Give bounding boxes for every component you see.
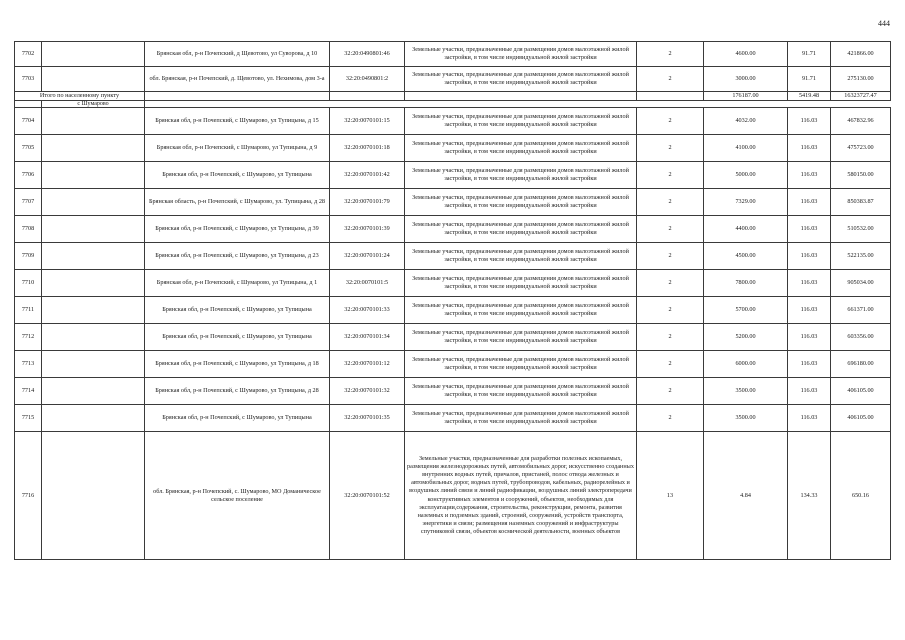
- area-cell: 3500.00: [704, 378, 788, 405]
- land-use-cell: Земельные участки, предназначенные для размещения домов малоэтажной жилой застройки, в том числе индивидуальной жилой застройки: [405, 351, 637, 378]
- blank-cell: [42, 270, 145, 297]
- specific-value-cell: 116.03: [788, 297, 831, 324]
- row-number: 7709: [15, 243, 42, 270]
- address-cell: Брянская обл, р-н Почепский, с Шумарово, ул Тупицына, д 9: [145, 135, 330, 162]
- specific-value-cell: 91.71: [788, 67, 831, 92]
- table-row: [15, 67, 891, 92]
- cadastral-number-cell: 32:20:0070101:18: [330, 135, 405, 162]
- area-cell: 5700.00: [704, 297, 788, 324]
- area-cell: 4600.00: [704, 42, 788, 67]
- blank-cell: [42, 189, 145, 216]
- cadastral-number-cell: 32:20:0490801:2: [330, 67, 405, 92]
- row-number: 7714: [15, 378, 42, 405]
- group-cell: 13: [637, 432, 704, 560]
- group-cell: 2: [637, 42, 704, 67]
- specific-value-cell: 116.03: [788, 405, 831, 432]
- cadastral-value-cell: 475723.00: [831, 135, 891, 162]
- blank-cell: [42, 135, 145, 162]
- land-use-cell: Земельные участки, предназначенные для размещения домов малоэтажной жилой застройки, в том числе индивидуальной жилой застройки: [405, 135, 637, 162]
- blank-cell: [42, 162, 145, 189]
- land-use-cell: Земельные участки, предназначенные для разработки полезных ископаемых, размещения железнодорожных путей, автомобильных дорог, искусственно созданных внутренних водных путей, причалов, пристаней, полос отвода железных и автомобильных дорог, водных путей, трубопроводов, кабельных, радиорелейных и воздушных линий связи и линий радиофикации, воздушных линий электропередачи конструктивных элементов и сооружений, объектов, необходимых для эксплуатации,содержания, строительства, реконструкции, ремонта, развития наземных и подземных зданий, строений, сооружений, устройств транспорта, энергетики и связи; размещения наземных сооружений и инфраструктуры спутниковой связи, объектов космической деятельности, военных объектов: [405, 432, 637, 560]
- table-row: [15, 243, 891, 270]
- cadastral-value-cell: 275130.00: [831, 67, 891, 92]
- address-cell: Брянская обл, р-н Почепский, с Шумарово, ул Тупицына, д 39: [145, 216, 330, 243]
- specific-value-cell: 116.03: [788, 351, 831, 378]
- cadastral-number-cell: 32:20:0070101:39: [330, 216, 405, 243]
- cadastral-number-cell: 32:20:0070101:34: [330, 324, 405, 351]
- cadastral-number-cell: 32:20:0070101:15: [330, 108, 405, 135]
- row-number: 7711: [15, 297, 42, 324]
- summary-row: [15, 92, 891, 101]
- group-cell: 2: [637, 351, 704, 378]
- cadastral-value-cell: 467832.96: [831, 108, 891, 135]
- cadastral-number-cell: 32:20:0490801:46: [330, 42, 405, 67]
- table-row: [15, 42, 891, 67]
- address-cell: Брянская обл, р-н Почепский, с Шумарово, ул Тупицына, д 1: [145, 270, 330, 297]
- page-number: 444: [878, 19, 890, 28]
- cadastral-value-cell: 406105.00: [831, 405, 891, 432]
- land-use-cell: Земельные участки, предназначенные для размещения домов малоэтажной жилой застройки, в том числе индивидуальной жилой застройки: [405, 324, 637, 351]
- cadastral-value-cell: 406105.00: [831, 378, 891, 405]
- cadastral-number-cell: 32:20:0070101:35: [330, 405, 405, 432]
- blank-cell: [145, 101, 891, 108]
- specific-value-cell: 134.33: [788, 432, 831, 560]
- blank-cell: [42, 324, 145, 351]
- row-number: 7713: [15, 351, 42, 378]
- specific-value-cell: 116.03: [788, 108, 831, 135]
- settlement-name: с Шумарово: [42, 101, 145, 108]
- group-cell: 2: [637, 405, 704, 432]
- land-use-cell: Земельные участки, предназначенные для размещения домов малоэтажной жилой застройки, в том числе индивидуальной жилой застройки: [405, 378, 637, 405]
- land-use-cell: Земельные участки, предназначенные для размещения домов малоэтажной жилой застройки, в том числе индивидуальной жилой застройки: [405, 216, 637, 243]
- land-use-cell: Земельные участки, предназначенные для размещения домов малоэтажной жилой застройки, в том числе индивидуальной жилой застройки: [405, 405, 637, 432]
- blank-cell: [42, 243, 145, 270]
- cadastral-value-cell: 603356.00: [831, 324, 891, 351]
- table-row: [15, 324, 891, 351]
- specific-value-cell: 116.03: [788, 162, 831, 189]
- group-cell: 2: [637, 108, 704, 135]
- land-use-cell: Земельные участки, предназначенные для размещения домов малоэтажной жилой застройки, в том числе индивидуальной жилой застройки: [405, 42, 637, 67]
- cadastral-number-cell: 32:20:0070101:5: [330, 270, 405, 297]
- blank-cell: [330, 92, 405, 101]
- row-number: 7716: [15, 432, 42, 560]
- cadastral-value-cell: 650.16: [831, 432, 891, 560]
- table-row: [15, 270, 891, 297]
- row-number: 7707: [15, 189, 42, 216]
- group-cell: 2: [637, 297, 704, 324]
- table-row: [15, 432, 891, 560]
- row-number: 7703: [15, 67, 42, 92]
- table-row: [15, 108, 891, 135]
- land-use-cell: Земельные участки, предназначенные для размещения домов малоэтажной жилой застройки, в том числе индивидуальной жилой застройки: [405, 297, 637, 324]
- area-cell: 6000.00: [704, 351, 788, 378]
- address-cell: Брянская область, р-н Почепский, с Шумарово, ул. Тупицына, д 28: [145, 189, 330, 216]
- group-cell: 2: [637, 243, 704, 270]
- cadastral-number-cell: 32:20:0070101:33: [330, 297, 405, 324]
- area-cell: 5200.00: [704, 324, 788, 351]
- area-cell: 3000.00: [704, 67, 788, 92]
- group-cell: 2: [637, 135, 704, 162]
- specific-value-cell: 116.03: [788, 243, 831, 270]
- cadastral-value-cell: 510532.00: [831, 216, 891, 243]
- area-cell: 5000.00: [704, 162, 788, 189]
- cadastral-value-cell: 522135.00: [831, 243, 891, 270]
- area-cell: 4500.00: [704, 243, 788, 270]
- area-cell: 4.84: [704, 432, 788, 560]
- address-cell: Брянская обл, р-н Почепский, с Шумарово, ул Тупицына, д 28: [145, 378, 330, 405]
- area-cell: 4032.00: [704, 108, 788, 135]
- cadastral-number-cell: 32:20:0070101:32: [330, 378, 405, 405]
- blank-cell: [42, 216, 145, 243]
- group-cell: 2: [637, 216, 704, 243]
- row-number: 7710: [15, 270, 42, 297]
- land-use-cell: Земельные участки, предназначенные для размещения домов малоэтажной жилой застройки, в том числе индивидуальной жилой застройки: [405, 189, 637, 216]
- address-cell: Брянская обл, р-н Почепский, с Шумарово, ул Тупицына: [145, 162, 330, 189]
- area-cell: 4400.00: [704, 216, 788, 243]
- area-cell: 4100.00: [704, 135, 788, 162]
- row-number: 7708: [15, 216, 42, 243]
- settlement-row: [15, 101, 891, 108]
- address-cell: Брянская обл, р-н Почепский, с Шумарово, ул Тупицына, д 18: [145, 351, 330, 378]
- group-cell: 2: [637, 162, 704, 189]
- row-number: 7712: [15, 324, 42, 351]
- specific-value-cell: 116.03: [788, 216, 831, 243]
- table-row: [15, 405, 891, 432]
- row-number: 7715: [15, 405, 42, 432]
- address-cell: обл. Брянская, р-н Почепский, д. Щевотово, ул. Нехимова, дом 3-а: [145, 67, 330, 92]
- cadastral-number-cell: 32:20:0070101:52: [330, 432, 405, 560]
- address-cell: Брянская обл, р-н Почепский, с Шумарово, ул Тупицына, д 15: [145, 108, 330, 135]
- cadastral-value-cell: 580150.00: [831, 162, 891, 189]
- blank-cell: [15, 101, 42, 108]
- blank-cell: [42, 108, 145, 135]
- blank-cell: [42, 351, 145, 378]
- group-cell: 2: [637, 67, 704, 92]
- cadastral-number-cell: 32:20:0070101:12: [330, 351, 405, 378]
- group-cell: 2: [637, 270, 704, 297]
- summary-price: 5419.48: [788, 92, 831, 101]
- specific-value-cell: 116.03: [788, 135, 831, 162]
- address-cell: обл. Брянская, р-н Почепский, с. Шумарово, МО Доманическое сельское поселение: [145, 432, 330, 560]
- summary-area: 176187.00: [704, 92, 788, 101]
- group-cell: 2: [637, 324, 704, 351]
- specific-value-cell: 116.03: [788, 270, 831, 297]
- cadastral-value-cell: 905034.00: [831, 270, 891, 297]
- address-cell: Брянская обл, р-н Почепский, с Шумарово, ул Тупицына: [145, 324, 330, 351]
- blank-cell: [405, 92, 637, 101]
- address-cell: Брянская обл, р-н Почепский, с Шумарово, ул Тупицына: [145, 405, 330, 432]
- land-use-cell: Земельные участки, предназначенные для размещения домов малоэтажной жилой застройки, в том числе индивидуальной жилой застройки: [405, 243, 637, 270]
- table-row: [15, 216, 891, 243]
- cadastral-value-table: [14, 41, 891, 560]
- land-use-cell: Земельные участки, предназначенные для размещения домов малоэтажной жилой застройки, в том числе индивидуальной жилой застройки: [405, 67, 637, 92]
- address-cell: Брянская обл, р-н Почепский, с Шумарово, ул Тупицына: [145, 297, 330, 324]
- specific-value-cell: 116.03: [788, 324, 831, 351]
- address-cell: Брянская обл, р-н Почепский, с Шумарово, ул Тупицына, д 23: [145, 243, 330, 270]
- blank-cell: [42, 67, 145, 92]
- table-row: [15, 351, 891, 378]
- blank-cell: [42, 42, 145, 67]
- area-cell: 7800.00: [704, 270, 788, 297]
- blank-cell: [637, 92, 704, 101]
- table-row: [15, 297, 891, 324]
- blank-cell: [42, 378, 145, 405]
- cadastral-number-cell: 32:20:0070101:42: [330, 162, 405, 189]
- table-row: [15, 135, 891, 162]
- group-cell: 2: [637, 378, 704, 405]
- table-row: [15, 378, 891, 405]
- specific-value-cell: 116.03: [788, 189, 831, 216]
- specific-value-cell: 91.71: [788, 42, 831, 67]
- cadastral-value-cell: 696180.00: [831, 351, 891, 378]
- blank-cell: [42, 297, 145, 324]
- address-cell: Брянская обл, р-н Почепский, д Щевотово, ул Суворова, д 10: [145, 42, 330, 67]
- cadastral-value-cell: 421866.00: [831, 42, 891, 67]
- cadastral-number-cell: 32:20:0070101:79: [330, 189, 405, 216]
- cadastral-value-cell: 850383.87: [831, 189, 891, 216]
- row-number: 7704: [15, 108, 42, 135]
- summary-value: 16323727.47: [831, 92, 891, 101]
- area-cell: 7329.00: [704, 189, 788, 216]
- table-row: [15, 189, 891, 216]
- table-row: [15, 162, 891, 189]
- blank-cell: [42, 432, 145, 560]
- land-use-cell: Земельные участки, предназначенные для размещения домов малоэтажной жилой застройки, в том числе индивидуальной жилой застройки: [405, 162, 637, 189]
- land-use-cell: Земельные участки, предназначенные для размещения домов малоэтажной жилой застройки, в том числе индивидуальной жилой застройки: [405, 270, 637, 297]
- specific-value-cell: 116.03: [788, 378, 831, 405]
- cadastral-number-cell: 32:20:0070101:24: [330, 243, 405, 270]
- land-use-cell: Земельные участки, предназначенные для размещения домов малоэтажной жилой застройки, в том числе индивидуальной жилой застройки: [405, 108, 637, 135]
- row-number: 7706: [15, 162, 42, 189]
- group-cell: 2: [637, 189, 704, 216]
- summary-label: Итого по населенному пункту: [15, 92, 145, 101]
- blank-cell: [42, 405, 145, 432]
- blank-cell: [145, 92, 330, 101]
- row-number: 7702: [15, 42, 42, 67]
- cadastral-value-cell: 661371.00: [831, 297, 891, 324]
- area-cell: 3500.00: [704, 405, 788, 432]
- row-number: 7705: [15, 135, 42, 162]
